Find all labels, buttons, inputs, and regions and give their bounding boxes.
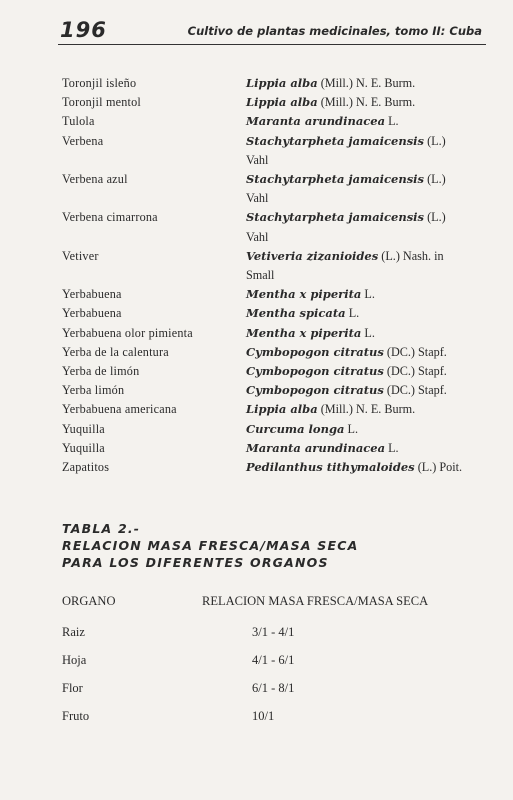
common-name: Verbena [62,133,104,148]
organ-name: Raiz [62,625,85,639]
ratio-value: 10/1 [252,709,275,723]
author-citation: L. [364,287,375,302]
table2-title-line: RELACION MASA FRESCA/MASA SECA [62,538,359,553]
scientific-name-cell [246,208,492,227]
table2-header-row [62,594,492,609]
table2-row [62,708,492,736]
author-citation: Vahl [246,191,269,206]
plant-row [62,151,492,170]
author-citation: L. [348,306,360,321]
scientific-name-cell [246,381,492,400]
table2-title [62,520,482,571]
table2-row [62,680,492,708]
plant-row [62,458,492,477]
scientific-name: Maranta arundinacea [246,440,386,455]
scientific-name: Cymbopogon citratus [246,383,384,398]
scientific-name: Stachytarpheta jamaicensis [246,210,425,225]
common-name: Yerbabuena americana [62,402,177,417]
scientific-name: Maranta arundinacea [246,114,386,129]
scientific-name-cell [246,304,492,323]
common-name: Yerba de limón [62,364,140,379]
author-citation: Vahl [246,152,269,167]
organ-name: Flor [62,681,83,695]
author-citation: L. [388,114,399,129]
page-number: 196 [60,18,107,42]
plant-row [62,189,492,208]
table2-row [62,652,492,680]
plant-row [62,285,492,304]
scientific-name-cell [246,93,492,112]
scientific-name-cell [246,74,492,93]
plant-row [62,362,492,381]
scientific-name: Lippia alba [246,402,318,417]
plant-row [62,381,492,400]
common-name: Zapatitos [62,460,110,475]
table2-body [62,624,492,736]
plant-row [62,439,492,458]
author-citation: (DC.) Stapf. [386,344,447,359]
common-name: Tulola [62,114,95,129]
plant-row [62,228,492,247]
common-name: Verbena cimarrona [62,210,158,225]
organ-name: Hoja [62,653,87,667]
common-name [62,266,246,285]
author-citation: (L.) Nash. in [381,248,444,263]
scientific-name-cell [246,343,492,362]
author-citation: Vahl [246,229,269,244]
common-name: Toronjil isleño [62,76,137,90]
scientific-name: Stachytarpheta jamaicensis [246,172,425,187]
common-name: Yuquilla [62,440,105,455]
common-name: Verbena azul [62,172,128,187]
scientific-name-cell [246,324,492,343]
plant-row [62,304,492,323]
scientific-name-cell [246,189,492,208]
ratio-value: 6/1 - 8/1 [252,681,295,695]
author-citation: (L.) Poit. [417,460,463,475]
column-header-ratio: RELACION MASA FRESCA/MASA SECA [202,594,429,608]
plant-row [62,208,492,227]
scientific-name: Stachytarpheta jamaicensis [246,133,425,148]
scientific-name-cell [246,458,492,477]
scientific-name: Mentha spicata [246,306,346,321]
table2-title-line: TABLA 2.- [62,521,141,536]
plant-row [62,93,492,112]
table2-title-line: PARA LOS DIFERENTES ORGANOS [62,555,329,570]
plant-row [62,74,492,93]
plant-row [62,112,492,131]
scientific-name: Lippia alba [246,95,318,110]
scientific-name-cell [246,228,492,247]
common-name: Yerba de la calentura [62,344,169,359]
author-citation: L. [388,440,399,455]
author-citation: (L.) [427,172,446,187]
scientific-name-cell [246,362,492,381]
plant-row [62,266,492,285]
author-citation: (Mill.) N. E. Burm. [320,95,416,110]
plant-row [62,132,492,151]
author-citation: (Mill.) N. E. Burm. [320,76,416,90]
page-header [58,16,486,45]
common-name: Yerbabuena olor pimienta [62,325,193,340]
author-citation: L. [364,325,375,340]
table2-row [62,624,492,652]
scientific-name: Mentha x piperita [246,325,362,340]
author-citation: L. [347,421,358,436]
author-citation: Small [246,268,275,283]
scientific-name-cell [246,112,492,131]
scientific-name-cell [246,170,492,189]
common-name [62,151,246,170]
common-name: Yuquilla [62,421,105,436]
running-title: Cultivo de plantas medicinales, tomo II: Cuba [187,24,482,38]
common-name [62,228,246,247]
plant-row [62,343,492,362]
scientific-name: Vetiveria zizanioides [246,248,379,263]
scientific-name-cell [246,400,492,419]
scientific-name: Cymbopogon citratus [246,364,384,379]
plant-row [62,324,492,343]
author-citation: (DC.) Stapf. [386,383,447,398]
common-name: Yerbabuena [62,306,122,321]
author-citation: (L.) [427,133,446,148]
author-citation: (DC.) Stapf. [386,364,447,379]
plant-name-table [62,74,492,477]
plant-row [62,400,492,419]
common-name: Toronjil mentol [62,95,141,110]
scientific-name: Curcuma longa [246,421,345,436]
common-name: Yerba limón [62,383,125,398]
plant-row [62,247,492,266]
scientific-name: Mentha x piperita [246,287,362,302]
organ-name: Fruto [62,709,90,723]
scientific-name-cell [246,132,492,151]
scientific-name-cell [246,285,492,304]
scientific-name-cell [246,247,492,266]
column-header-organ: ORGANO [62,594,116,608]
scientific-name: Pedilanthus tithymaloides [246,460,415,475]
scientific-name-cell [246,439,492,458]
ratio-value: 3/1 - 4/1 [252,625,295,639]
scientific-name-cell [246,420,492,439]
common-name: Vetiver [62,248,99,263]
plant-row [62,170,492,189]
plant-row [62,420,492,439]
ratio-value: 4/1 - 6/1 [252,653,295,667]
common-name [62,189,246,208]
author-citation: (L.) [427,210,446,225]
author-citation: (Mill.) N. E. Burm. [320,402,416,417]
common-name: Yerbabuena [62,287,122,302]
scientific-name: Lippia alba [246,76,318,90]
scientific-name-cell [246,266,492,285]
scientific-name-cell [246,151,492,170]
scientific-name: Cymbopogon citratus [246,344,384,359]
